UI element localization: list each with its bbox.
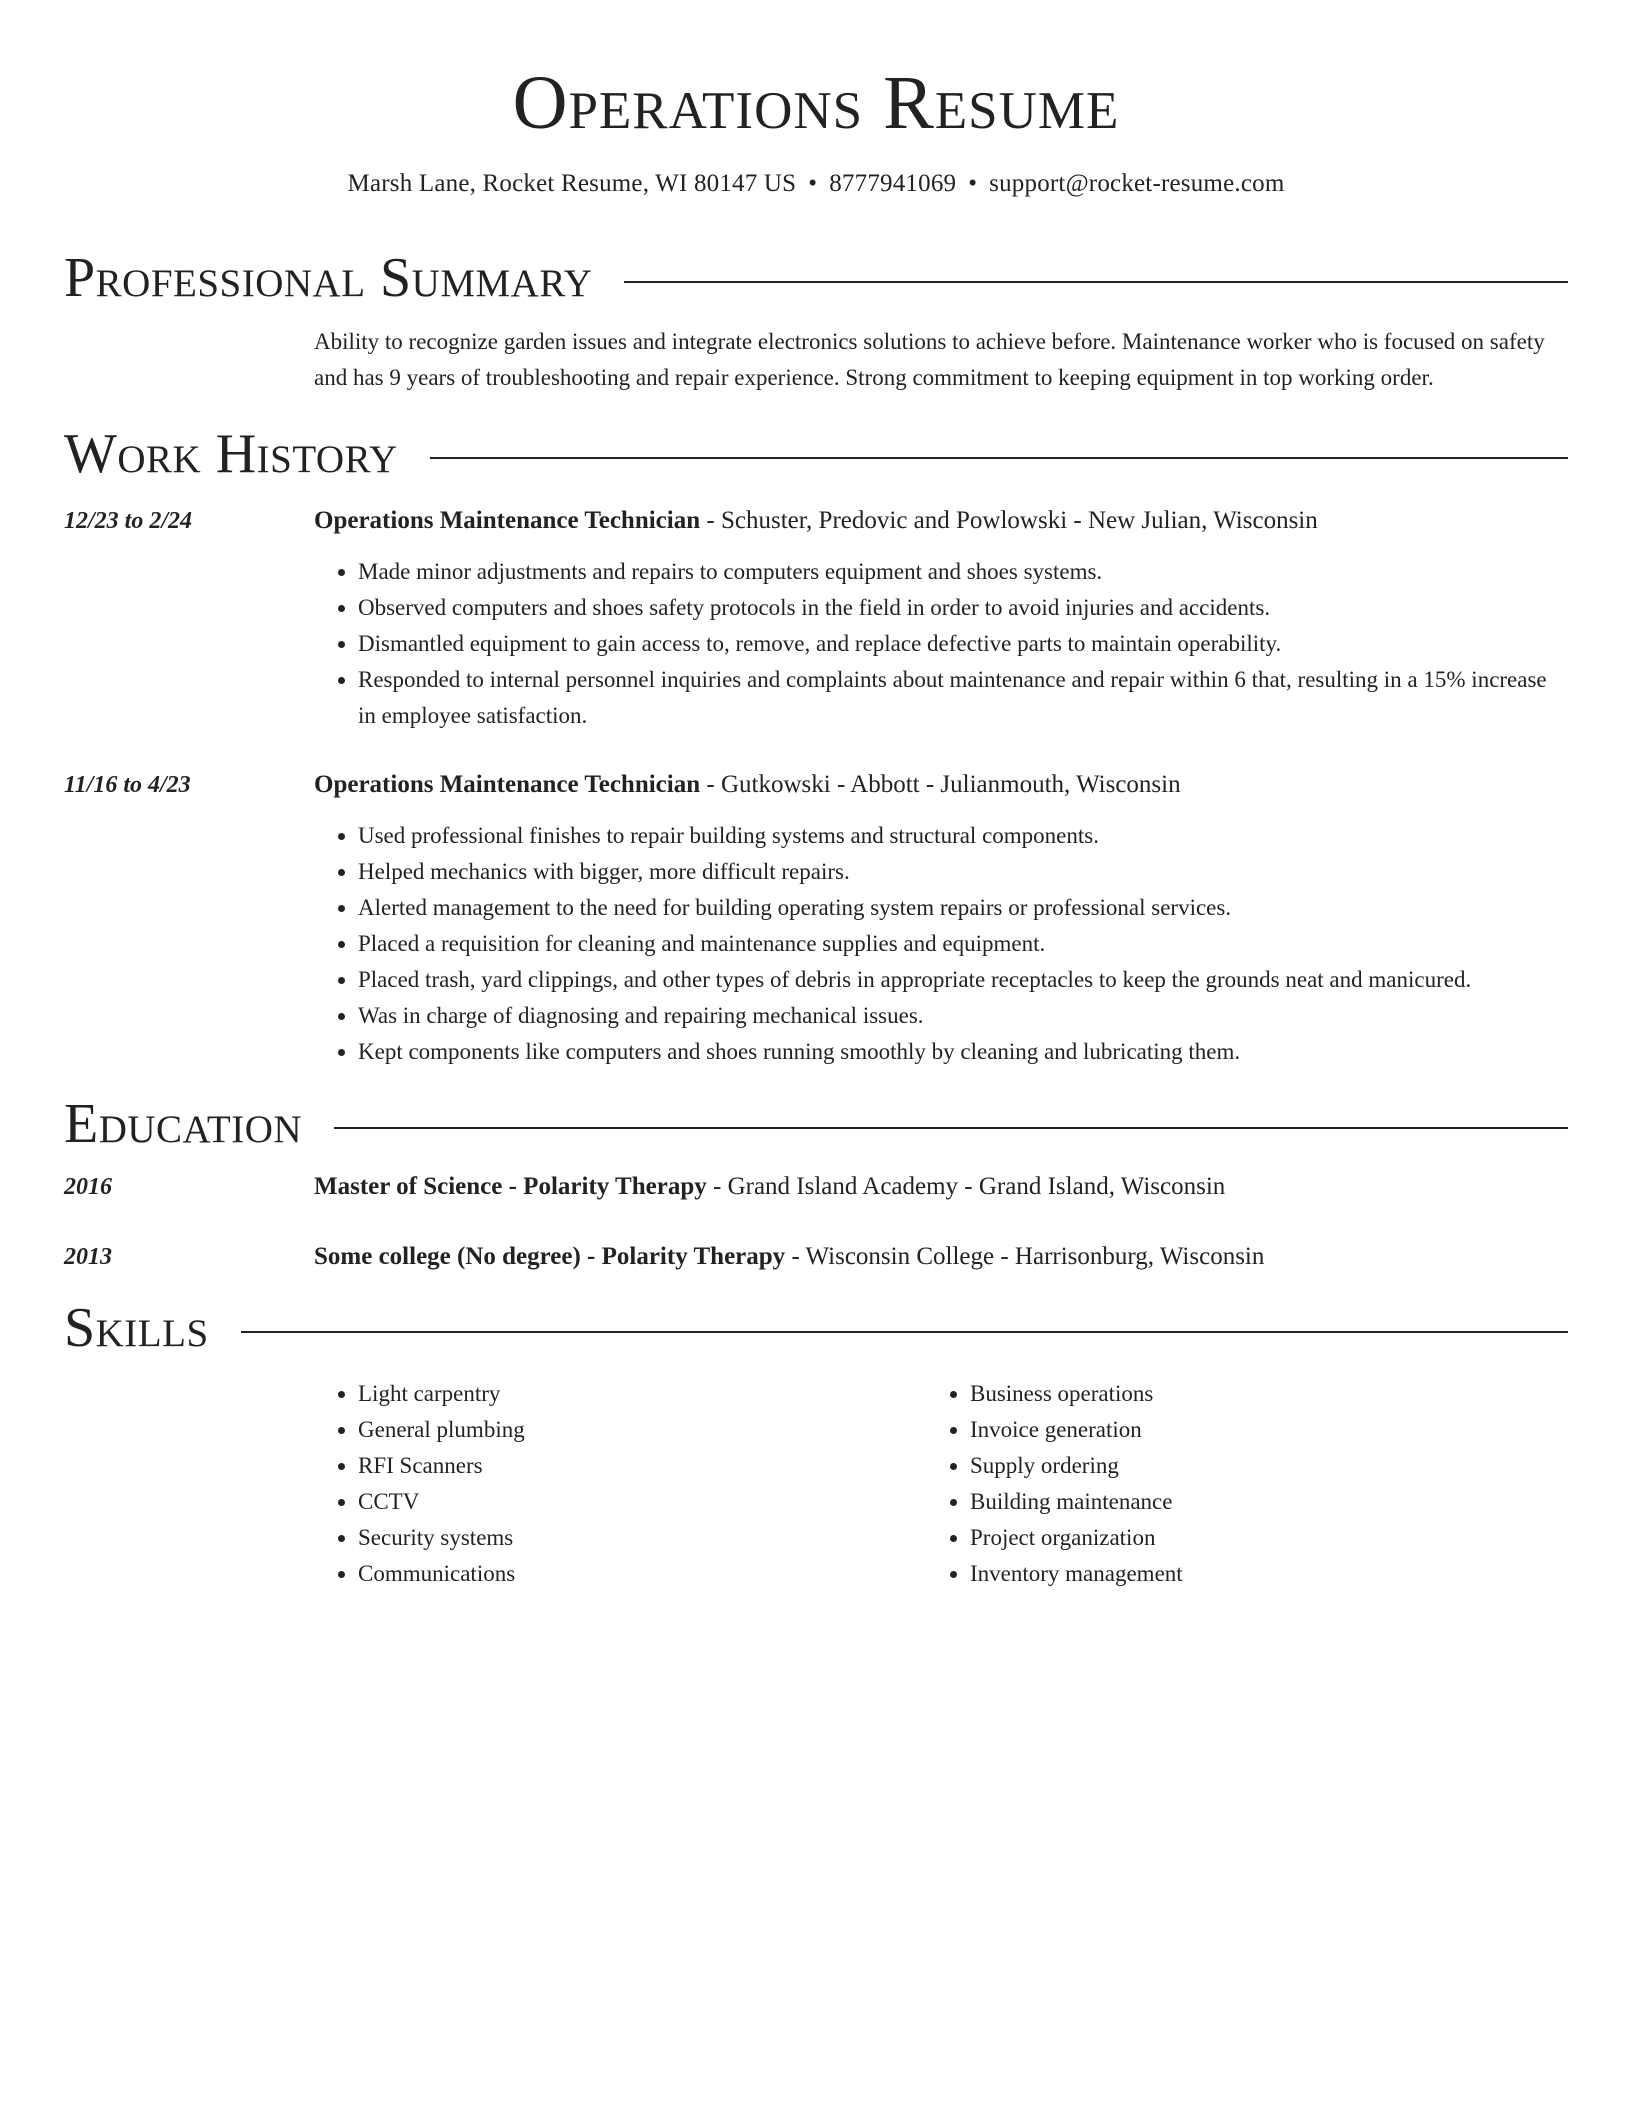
section-title-skills: Skills	[64, 1297, 209, 1359]
list-item: • Alerted management to the need for building operating system repairs or professional services.	[358, 890, 1568, 926]
section-divider	[624, 281, 1568, 283]
work-entry-body	[314, 504, 1568, 734]
degree-name: Master of Science - Polarity Therapy	[314, 1173, 707, 1200]
education-section-header	[64, 1094, 1568, 1154]
skill-item: • General plumbing	[358, 1412, 926, 1448]
work-bullet-list	[314, 818, 1568, 1070]
employer-details: - Gutkowski - Abbott - Julianmouth, Wisconsin	[700, 771, 1181, 798]
work-entry-date: 11/16 to 4/23	[64, 772, 191, 798]
section-divider	[334, 1127, 1568, 1129]
skills-column-right	[926, 1376, 1538, 1592]
work-entry-date: 12/23 to 2/24	[64, 508, 193, 534]
list-item: • Observed computers and shoes safety protocols in the field in order to avoid injuries and accidents.	[358, 590, 1568, 626]
skills-list	[926, 1376, 1538, 1592]
work-entry	[64, 504, 1568, 734]
contact-separator: •	[968, 170, 978, 197]
skills-section-header	[64, 1298, 1568, 1358]
employer-details: - Schuster, Predovic and Powlowski - New Julian, Wisconsin	[700, 507, 1318, 534]
contact-separator: •	[808, 170, 818, 197]
education-entry	[64, 1170, 1568, 1204]
education-title	[314, 1170, 1568, 1204]
list-item: • Made minor adjustments and repairs to computers equipment and shoes systems.	[358, 554, 1568, 590]
resume-name: Operations Resume	[512, 61, 1120, 145]
work-entry	[64, 768, 1568, 1070]
work-entry-body	[314, 768, 1568, 1070]
education-date: 2013	[64, 1244, 112, 1270]
skill-item: • Business operations	[970, 1376, 1538, 1412]
resume-header	[64, 0, 1568, 200]
contact-address: Marsh Lane, Rocket Resume, WI 80147 US	[347, 170, 797, 197]
list-item: • Responded to internal personnel inquiries and complaints about maintenance and repair within 6 that, resulting in a 15% increase in employee satisfaction.	[358, 662, 1568, 734]
contact-email: support@rocket-resume.com	[989, 170, 1285, 197]
resume-page	[64, 0, 1568, 1592]
skill-item: • Invoice generation	[970, 1412, 1538, 1448]
skill-item: • Supply ordering	[970, 1448, 1538, 1484]
contact-line	[64, 168, 1568, 200]
skill-item: • Building maintenance	[970, 1484, 1538, 1520]
list-item: • Dismantled equipment to gain access to, remove, and replace defective parts to maintain operability.	[358, 626, 1568, 662]
section-divider	[430, 457, 1568, 459]
education-entry	[64, 1240, 1568, 1274]
skills-column-left	[314, 1376, 926, 1592]
work-section-header	[64, 424, 1568, 484]
section-title-summary: Professional Summary	[64, 247, 593, 309]
job-title: Operations Maintenance Technician	[314, 507, 701, 534]
section-title-education: Education	[64, 1093, 303, 1155]
list-item: • Used professional finishes to repair building systems and structural components.	[358, 818, 1568, 854]
work-entry-title	[314, 768, 1568, 802]
skill-item: • Inventory management	[970, 1556, 1538, 1592]
skill-item: • RFI Scanners	[358, 1448, 926, 1484]
summary-section-header	[64, 248, 1568, 308]
work-bullet-list	[314, 554, 1568, 734]
skills-list	[314, 1376, 926, 1592]
skills-grid	[314, 1376, 1568, 1592]
skill-item: • Security systems	[358, 1520, 926, 1556]
skill-item: • Communications	[358, 1556, 926, 1592]
skill-item: • Light carpentry	[358, 1376, 926, 1412]
degree-name: Some college (No degree) - Polarity Therapy	[314, 1243, 786, 1270]
section-divider	[241, 1331, 1568, 1333]
education-body	[314, 1170, 1568, 1204]
list-item: • Helped mechanics with bigger, more difficult repairs.	[358, 854, 1568, 890]
list-item: • Was in charge of diagnosing and repairing mechanical issues.	[358, 998, 1568, 1034]
skill-item: • Project organization	[970, 1520, 1538, 1556]
list-item: • Kept components like computers and shoes running smoothly by cleaning and lubricating them.	[358, 1034, 1568, 1070]
school-details: - Grand Island Academy - Grand Island, Wisconsin	[706, 1173, 1226, 1200]
summary-text: Ability to recognize garden issues and integrate electronics solutions to achieve before. Maintenance worker who is focused on safety and has 9 years of troubleshooting and repair experience. Strong commitment to keeping equipment in top working order.	[314, 329, 1545, 390]
list-item: • Placed a requisition for cleaning and maintenance supplies and equipment.	[358, 926, 1568, 962]
skill-item: • CCTV	[358, 1484, 926, 1520]
education-body	[314, 1240, 1568, 1274]
contact-phone: 8777941069	[829, 170, 957, 197]
list-item: • Placed trash, yard clippings, and other types of debris in appropriate receptacles to keep the grounds neat and manicured.	[358, 962, 1568, 998]
school-details: - Wisconsin College - Harrisonburg, Wisconsin	[785, 1243, 1265, 1270]
section-title-work: Work History	[64, 423, 398, 485]
work-entry-title	[314, 504, 1568, 538]
education-title	[314, 1240, 1568, 1274]
job-title: Operations Maintenance Technician	[314, 771, 701, 798]
education-date: 2016	[64, 1174, 112, 1200]
